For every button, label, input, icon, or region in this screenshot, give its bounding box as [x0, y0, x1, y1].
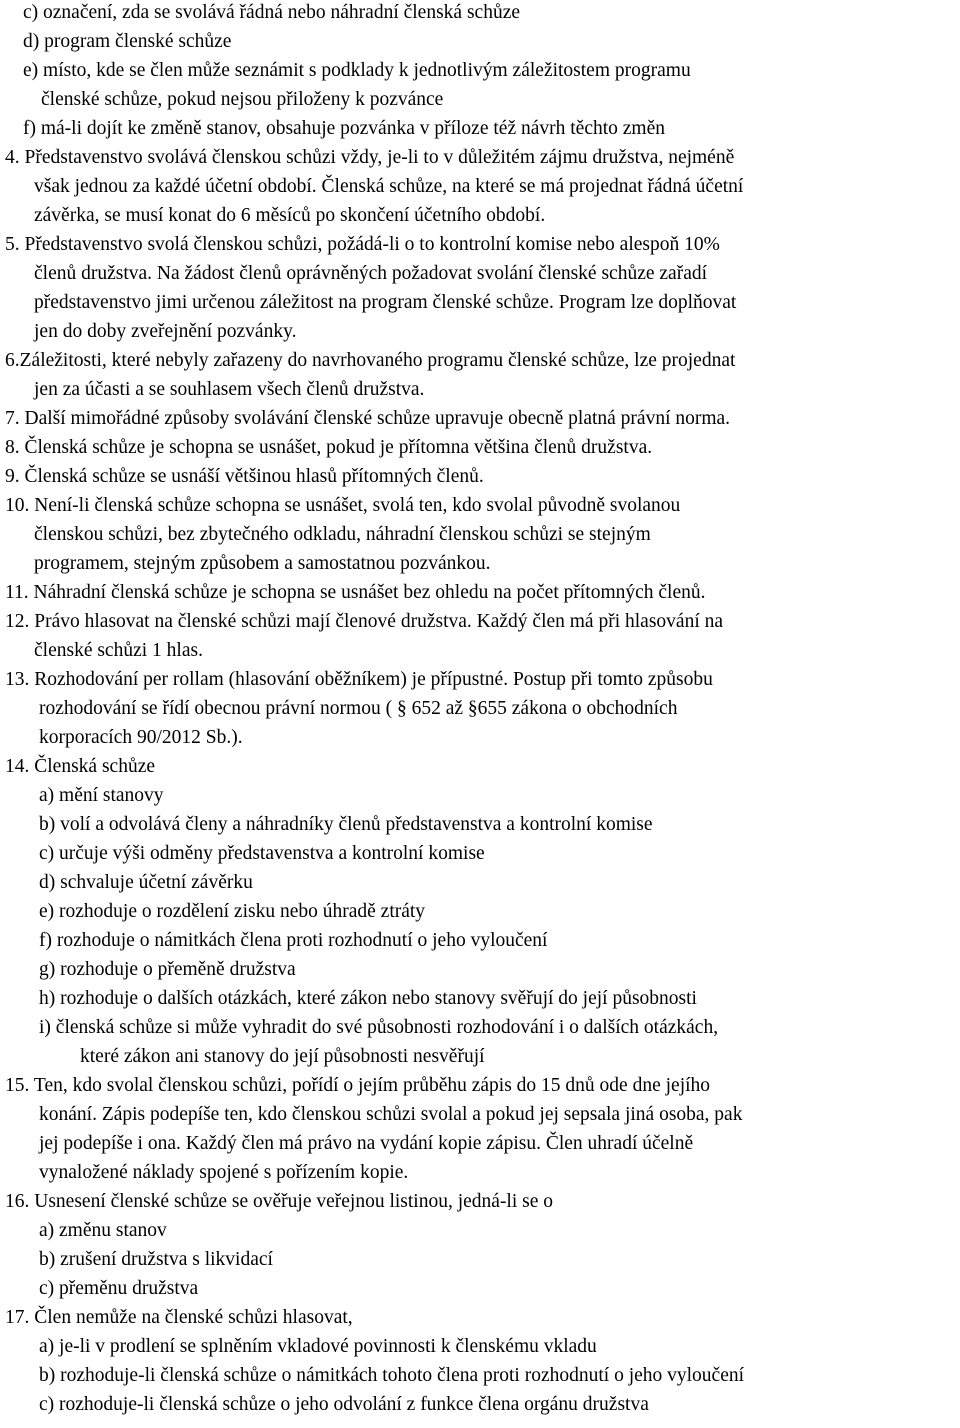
text-line: 13. Rozhodování per rollam (hlasování oběžníkem) je přípustné. Postup při tomto způsobu — [5, 669, 713, 690]
text-line: i) členská schůze si může vyhradit do své působnosti rozhodování i o dalších otázkách, — [39, 1017, 719, 1038]
text-line: jen za účasti a se souhlasem všech členů družstva. — [34, 379, 425, 400]
text-line: rozhodování se řídí obecnou právní normou ( § 652 až §655 zákona o obchodních — [39, 698, 678, 719]
text-line: e) místo, kde se člen může seznámit s podklady k jednotlivým záležitostem programu — [23, 60, 691, 81]
text-line: c) označení, zda se svolává řádná nebo náhradní členská schůze — [23, 2, 521, 23]
text-line: a) změnu stanov — [39, 1220, 167, 1241]
text-line: f) má-li dojít ke změně stanov, obsahuje pozvánka v příloze též návrh těchto změn — [23, 118, 665, 139]
text-line: 17. Člen nemůže na členské schůzi hlasovat, — [5, 1307, 353, 1328]
text-line: jen do doby zveřejnění pozvánky. — [34, 321, 297, 342]
text-line: b) rozhoduje-li členská schůze o námitkách tohoto člena proti rozhodnutí o jeho vyloučení — [39, 1365, 745, 1386]
text-line: c) přeměnu družstva — [39, 1278, 199, 1299]
text-line: b) zrušení družstva s likvidací — [39, 1249, 273, 1270]
text-line: 4. Představenstvo svolává členskou schůzi vždy, je-li to v důležitém zájmu družstva, nejméně — [5, 147, 735, 168]
text-line: b) volí a odvolává členy a náhradníky členů představenstva a kontrolní komise — [39, 814, 653, 835]
text-line: 12. Právo hlasovat na členské schůzi mají členové družstva. Každý člen má při hlasování na — [5, 611, 724, 632]
text-line: vynaložené náklady spojené s pořízením kopie. — [39, 1162, 409, 1183]
text-line: c) rozhoduje-li členská schůze o jeho odvolání z funkce člena orgánu družstva — [39, 1394, 649, 1415]
text-line: konání. Zápis podepíše ten, kdo členskou schůzi svolal a pokud jej sepsala jiná osoba, pak — [39, 1104, 743, 1125]
text-line: g) rozhoduje o přeměně družstva — [39, 959, 296, 980]
text-line: 14. Členská schůze — [5, 756, 156, 777]
text-line: závěrka, se musí konat do 6 měsíců po skončení účetního období. — [34, 205, 546, 226]
text-line: c) určuje výši odměny představenstva a kontrolní komise — [39, 843, 485, 864]
text-line: členů družstva. Na žádost členů oprávněných požadovat svolání členské schůze zařadí — [34, 263, 708, 284]
text-line: korporacích 90/2012 Sb.). — [39, 727, 243, 748]
text-line: 10. Není-li členská schůze schopna se usnášet, svolá ten, kdo svolal původně svolanou — [5, 495, 681, 516]
text-line: programem, stejným způsobem a samostatnou pozvánkou. — [34, 553, 491, 574]
text-line: 7. Další mimořádné způsoby svolávání členské schůze upravuje obecně platná právní norma. — [5, 408, 731, 429]
text-line: jej podepíše i ona. Každý člen má právo na vydání kopie zápisu. Člen uhradí účelně — [39, 1133, 694, 1154]
text-line: 8. Členská schůze je schopna se usnášet, pokud je přítomna většina členů družstva. — [5, 437, 653, 458]
text-line: 6.Záležitosti, které nebyly zařazeny do navrhovaného programu členské schůze, lze projednat — [5, 350, 736, 371]
text-line: 16. Usnesení členské schůze se ověřuje veřejnou listinou, jedná-li se o — [5, 1191, 554, 1212]
text-line: členskou schůzi, bez zbytečného odkladu, náhradní členskou schůzi se stejným — [34, 524, 651, 545]
text-line: představenstvo jimi určenou záležitost na program členské schůze. Program lze doplňovat — [34, 292, 737, 313]
text-line: d) program členské schůze — [23, 31, 232, 52]
text-line: členské schůze, pokud nejsou přiloženy k pozvánce — [41, 89, 444, 110]
text-line: 9. Členská schůze se usnáší většinou hlasů přítomných členů. — [5, 466, 484, 487]
text-line: h) rozhoduje o dalších otázkách, které zákon nebo stanovy svěřují do její působnosti — [39, 988, 697, 1009]
text-line: f) rozhoduje o námitkách člena proti rozhodnutí o jeho vyloučení — [39, 930, 548, 951]
text-line: však jednou za každé účetní období. Členská schůze, na které se má projednat řádná účetní — [34, 176, 744, 197]
text-line: e) rozhoduje o rozdělení zisku nebo úhradě ztráty — [39, 901, 426, 922]
text-line: 15. Ten, kdo svolal členskou schůzi, pořídí o jejím průběhu zápis do 15 dnů ode dne jejího — [5, 1075, 711, 1096]
text-line: 5. Představenstvo svolá členskou schůzi, požádá-li o to kontrolní komise nebo alespoň 10% — [5, 234, 720, 255]
text-line: d) schvaluje účetní závěrku — [39, 872, 253, 893]
text-line: členské schůzi 1 hlas. — [34, 640, 203, 661]
text-line: a) mění stanovy — [39, 785, 164, 806]
text-line: a) je-li v prodlení se splněním vkladové povinnosti k členskému vkladu — [39, 1336, 597, 1357]
text-line: 11. Náhradní členská schůze je schopna se usnášet bez ohledu na počet přítomných členů. — [5, 582, 706, 603]
text-line: které zákon ani stanovy do její působnosti nesvěřují — [80, 1046, 485, 1067]
